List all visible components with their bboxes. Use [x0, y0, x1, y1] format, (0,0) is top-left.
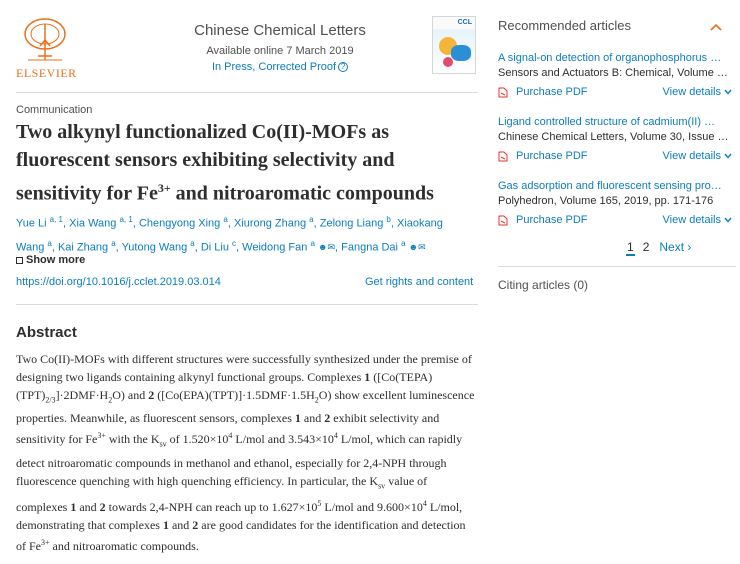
abstract-fragment: with the K: [105, 432, 160, 447]
complex-number: 1: [364, 370, 371, 384]
abstract-superscript: 4: [228, 431, 233, 441]
article-status[interactable]: [120, 61, 440, 73]
journal-cover[interactable]: [432, 16, 476, 74]
next-label: Next: [659, 240, 685, 254]
abstract-subscript: sv: [378, 481, 386, 491]
journal-info: [120, 22, 440, 73]
complex-number: 1: [162, 518, 169, 533]
title-superscript: 3+: [157, 181, 171, 195]
abstract-subscript: sv: [159, 439, 167, 449]
view-details-button[interactable]: [663, 86, 733, 98]
author-affiliation[interactable]: c: [232, 238, 237, 248]
person-icon[interactable]: ☻: [317, 242, 328, 253]
next-page-button[interactable]: [659, 240, 691, 254]
author-link[interactable]: Kai Zhang: [57, 241, 109, 254]
publisher-wordmark: ELSEVIER: [16, 66, 77, 80]
abstract-subscript: 2: [108, 395, 113, 405]
author-affiliation[interactable]: a: [190, 238, 195, 248]
author-link[interactable]: Zelong Liang: [319, 217, 384, 230]
plus-icon: [16, 257, 23, 264]
recommended-actions: [498, 213, 736, 229]
show-more-button[interactable]: [16, 254, 85, 266]
author-affiliation[interactable]: a: [223, 215, 228, 224]
abstract-fragment: O) show excellent luminescence properties. Meanwhile, as fluorescent sensors, complexes: [16, 388, 475, 426]
abstract-fragment: exhibit selectivity and sensitivity for Fe: [16, 411, 440, 447]
section-divider: [16, 304, 478, 305]
abstract-fragment: L/mol and 3.543×10: [232, 432, 334, 447]
cover-graphic: [451, 45, 471, 61]
author-affiliation[interactable]: a: [309, 215, 314, 224]
recommended-title[interactable]: Gas adsorption and fluorescent sensing pro…: [498, 180, 722, 192]
journal-name[interactable]: Chinese Chemical Letters: [194, 22, 366, 39]
abstract-fragment: and: [76, 500, 100, 515]
complex-number: 1: [294, 411, 301, 426]
author-affiliation[interactable]: a, 1: [119, 215, 133, 224]
page-2[interactable]: 2: [642, 240, 650, 254]
abstract-fragment: ]·2DMF·H: [55, 388, 109, 402]
elsevier-logo[interactable]: [16, 16, 77, 82]
chevron-down-icon: [724, 217, 732, 223]
author-link[interactable]: Yutong Wang: [121, 241, 188, 254]
abstract-heading: Abstract: [16, 324, 77, 341]
title-text-end: and nitroaromatic compounds: [170, 182, 434, 205]
abstract-fragment: ([Co(TEPA)(TPT): [16, 370, 433, 402]
complex-number: 2: [148, 388, 155, 402]
abstract-fragment: Two Co(II)-MOFs with different structures were successfully synthesized under the premise of designing two ligands containing alkynyl functional groups. Complexes: [16, 352, 472, 384]
recommended-title[interactable]: Ligand controlled structure of cadmium(II) …: [498, 116, 716, 128]
email-icon[interactable]: ✉: [418, 242, 426, 253]
abstract-subscript: 2/3: [45, 395, 56, 405]
sidebar: [482, 0, 740, 564]
pagination: [626, 240, 691, 254]
purchase-pdf-link[interactable]: Purchase PDF: [516, 86, 588, 98]
page-1[interactable]: 1: [627, 240, 634, 254]
article-title: [16, 118, 478, 208]
author-link[interactable]: Xiaokang Wang: [16, 217, 443, 254]
recommended-source: Chinese Chemical Letters, Volume 30, Issue …: [498, 131, 729, 143]
author-affiliation[interactable]: a: [111, 238, 116, 248]
recommended-source: Polyhedron, Volume 165, 2019, pp. 171-176: [498, 195, 714, 207]
author-link[interactable]: Weidong Fan: [242, 241, 308, 254]
complex-number: 2: [324, 411, 331, 426]
chevron-right-icon: ›: [687, 240, 692, 254]
citing-articles-heading[interactable]: Citing articles (0): [498, 278, 589, 292]
cover-graphic: [443, 57, 453, 67]
author-affiliation[interactable]: a, 1: [49, 215, 63, 224]
abstract-superscript: 5: [317, 499, 322, 509]
author-link[interactable]: Fangna Dai: [341, 241, 398, 254]
cover-label: CCL: [457, 19, 472, 26]
chevron-down-icon: [724, 153, 732, 159]
rights-link[interactable]: Get rights and content: [365, 276, 474, 288]
abstract-text: [16, 350, 478, 555]
pdf-icon: [498, 215, 508, 226]
author-affiliation[interactable]: b: [386, 215, 391, 224]
email-icon[interactable]: ✉: [327, 242, 335, 253]
recommended-heading[interactable]: Recommended articles: [498, 18, 631, 33]
author-link[interactable]: Di Liu: [200, 241, 229, 254]
recommended-actions: [498, 149, 736, 165]
article-status-label[interactable]: In Press, Corrected Proof: [211, 61, 337, 73]
complex-number: 1: [70, 500, 77, 515]
complex-number: 2: [99, 500, 106, 515]
view-details-label: View details: [662, 150, 721, 162]
author-link[interactable]: Chengyong Xing: [138, 217, 221, 230]
view-details-button[interactable]: [663, 214, 733, 226]
purchase-pdf-link[interactable]: Purchase PDF: [516, 214, 588, 226]
purchase-pdf-link[interactable]: Purchase PDF: [516, 150, 588, 162]
view-details-label: View details: [662, 214, 721, 226]
show-more-label: Show more: [26, 254, 86, 266]
recommended-source: Sensors and Actuators B: Chemical, Volume …: [498, 67, 728, 79]
pdf-icon: [498, 151, 508, 162]
abstract-superscript: 4: [422, 499, 427, 509]
abstract-fragment: value of complexes: [16, 473, 428, 515]
recommended-item: [498, 180, 736, 229]
view-details-button[interactable]: [663, 150, 733, 162]
author-affiliation[interactable]: a: [401, 238, 406, 248]
complex-number: 2: [192, 518, 199, 533]
person-icon[interactable]: ☻: [408, 242, 419, 253]
abstract-fragment: towards 2,4-NPH can reach up to 1.627×10: [105, 500, 318, 515]
title-text: Two alkynyl functionalized Co(II)-MOFs as fluorescent sensors exhibiting selectivity and sensitivity for Fe: [16, 121, 395, 205]
doi-link[interactable]: https://doi.org/10.1016/j.cclet.2019.03.014: [16, 276, 221, 288]
header-divider: [16, 92, 478, 93]
abstract-fragment: ([Co(EPA)(TPT)]·1.5DMF·1.5H: [154, 388, 315, 402]
article-type: Communication: [16, 104, 93, 116]
recommended-actions: [498, 85, 736, 101]
recommended-title[interactable]: A signal-on detection of organophosphorus …: [498, 52, 722, 64]
chevron-up-icon[interactable]: [709, 22, 723, 32]
author-link[interactable]: Yue Li: [16, 217, 47, 230]
author-affiliation[interactable]: a: [310, 238, 315, 248]
abstract-superscript: 4: [333, 431, 338, 441]
abstract-fragment: L/mol and 9.600×10: [321, 500, 423, 515]
pdf-icon: [498, 87, 508, 98]
chevron-down-icon: [724, 89, 732, 95]
author-link[interactable]: Xiurong Zhang: [233, 217, 307, 230]
author-affiliation[interactable]: a: [47, 238, 52, 248]
view-details-label: View details: [662, 86, 721, 98]
abstract-fragment: O) and: [112, 388, 149, 402]
help-icon[interactable]: ?: [338, 62, 348, 72]
author-list: Yue Li $^{a, 1}$, Xia Wang $^{a, 1}$, Chengyong Xing $^a$, Xiurong Zhang $^a$, Zelong Liang $^b$, Xiaokang Wang $^a$, Kai Zhang $^a$, Yutong Wang $^a$, Di Liu $^c$, Weidong Fan $^a$ ☻✉, Fangna Dai $^a$ ☻✉: [16, 210, 468, 257]
abstract-fragment: L/mol, which can rapidly detect nitroaromatic compounds in methanol and ethanol, especially for 2,4-NPH through fluorescence quenching with high quenching efficiency. In particular, the K: [16, 432, 463, 488]
abstract-fragment: and nitroaromatic compounds.: [49, 539, 199, 554]
abstract-fragment: L/mol, demonstrating that complexes: [16, 500, 463, 533]
sidebar-divider: [498, 266, 736, 267]
abstract-superscript: 3+: [97, 431, 106, 441]
abstract-superscript: 3+: [41, 538, 50, 548]
abstract-fragment: and: [168, 518, 193, 533]
author-link[interactable]: Xia Wang: [69, 217, 117, 230]
recommended-item: [498, 52, 736, 101]
abstract-fragment: of 1.520×10: [166, 432, 229, 447]
recommended-item: [498, 116, 736, 165]
abstract-fragment: and: [300, 411, 325, 426]
abstract-subscript: 2: [314, 395, 319, 405]
available-date: Available online 7 March 2019: [206, 45, 354, 57]
elsevier-tree-icon: [20, 16, 70, 64]
abstract-fragment: are good candidates for the identification and detection of Fe: [16, 518, 466, 554]
